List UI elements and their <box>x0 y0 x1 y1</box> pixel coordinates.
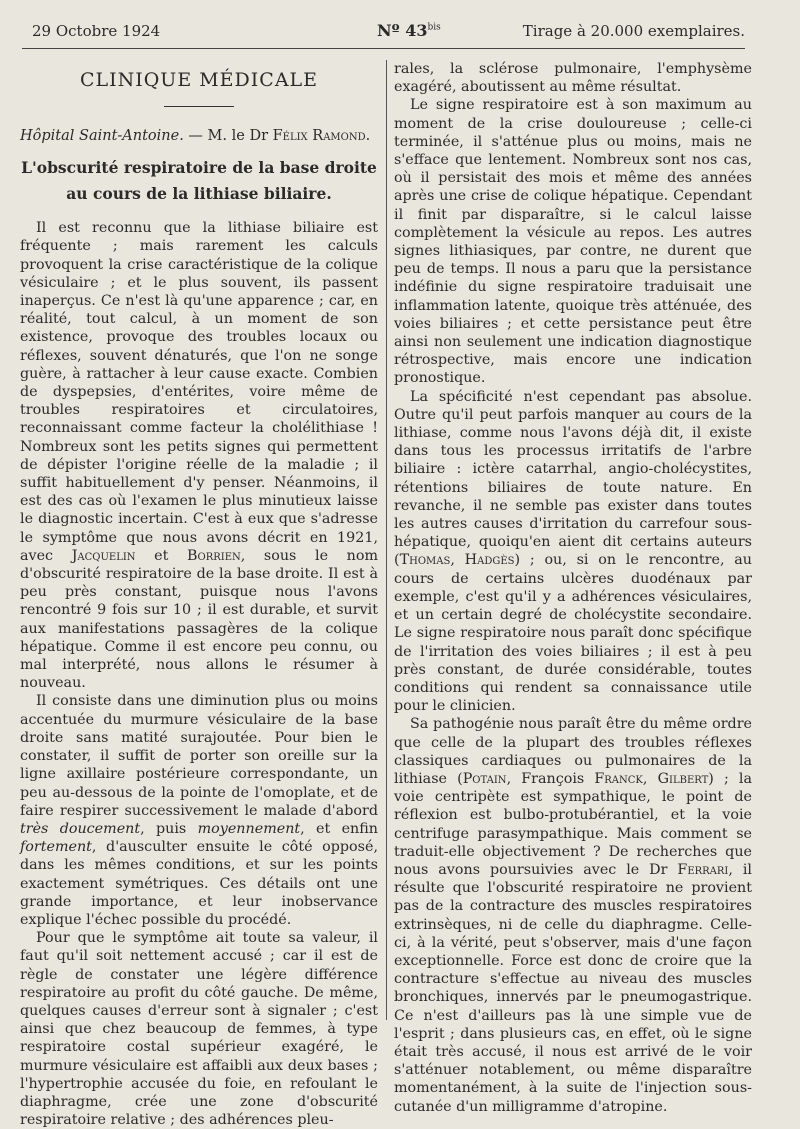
article-title-line-1: L'obscurité respiratoire de la base droite <box>21 158 377 178</box>
byline <box>20 127 378 145</box>
text-run: ) ; la voie centripète est sympathique, le point de réflexion est bulbo-protubérantiel, et la voie centrifuge parasympathique. Mais comment se traduit-elle objectivement ? De recherches que nous avons poursuivies avec le Dr <box>394 770 752 878</box>
page-header <box>22 18 745 49</box>
paragraph-1 <box>20 219 378 692</box>
paragraph-4: Le signe respiratoire est à son maximum au moment de la crise douloureuse ; celle-ci terminée, il s'atténue plus ou moins, mais ne s'efface que lentement. Nombreux sont nos cas, où il persistait des mois et même des années après une crise de colique hépatique. Cependant il finit par disparaître, si le calcul laisse complètement la vésicule au repos. Les autres signes lithiasiques, par contre, ne durent que peu de temps. Il nous a paru que la persistance indéfinie du signe respiratoire traduisait une inflammation latente, quoique très atténuée, des voies biliaires ; et cette persistance peut être ainsi non seulement une indication diagnostique rétrospective, mais encore une indication pronostique. <box>394 97 752 387</box>
author-ref: Ferrari <box>677 861 729 878</box>
section-title: CLINIQUE MÉDICALE <box>79 69 319 91</box>
author-ref: Hadgès <box>464 552 515 569</box>
text-run: , il résulte que l'obscurité respiratoire ne provient pas de la contracture des muscles respiratoires extrinsèques, ni de celle du diaphragme. Celle-ci, à la vérité, peut s'observer, mais d'une façon exceptionnelle. Force est donc de croire que la contracture s'effectue au niveau des muscles bronchiques, innervés par le pneumogastrique. Ce n'est d'ailleurs pas là une simple vue de l'esprit ; dans plusieurs cas, en effet, où le signe était très accusé, il nous est arrivé de le voir s'atténuer notablement, ou même disparaître momentanément, à la suite de l'injection sous-cutanée d'un milligramme d'atropine. <box>394 861 752 1115</box>
paragraph-3: Pour que le symptôme ait toute sa valeur, il faut qu'il soit nettement accusé ; car il est de règle de constater une légère différence respiratoire au profit du côté gauche. De même, quelques causes d'erreur sont à signaler ; c'est ainsi que chez beaucoup de femmes, à type respiratoire costal supérieur exagéré, le murmure vésiculaire est affaibli aux deux bases ; l'hypertrophie accusée du foie, en refoulant le diaphragme, crée une zone d'obscurité respiratoire relative ; des adhérences pleu- <box>20 930 378 1129</box>
issue-date: 29 Octobre 1924 <box>32 22 161 40</box>
text-run: Sa pathogénie nous paraît être du même ordre que celle de la plupart des troubles réflexes classiques cardiaques ou pulmonaires de la lithiase ( <box>394 716 752 787</box>
left-column <box>20 60 378 1129</box>
byline-separator: — M. le Dr <box>183 128 273 144</box>
text-run: , <box>450 552 465 569</box>
paragraph-continued: rales, la sclérose pulmonaire, l'emphysème exagéré, aboutissent au même résultat. <box>394 61 752 96</box>
emphasis: très doucement <box>20 820 141 837</box>
text-run: Il est reconnu que la lithiase biliaire est fréquente ; mais rarement les calculs provoquent la crise caractéristique de la colique vésiculaire ; et le plus souvent, ils passent inaperçus. Ce n'est là qu'une apparence ; car, en réalité, tout calcul, à un moment de son existence, provoque des troubles locaux ou réflexes, souvent dénaturés, que l'on ne songe guère, à rattacher à leur cause exacte. Combien de dyspepsies, d'entérites, voire même de troubles respiratoires et circulatoires, reconnaissant comme facteur la cholélithiase ! Nombreux sont les petits signes qui permettent de dépister l'origine réelle de la maladie ; il suffit habituellement d'y penser. Néanmoins, il est des cas où l'examen le plus minutieux laisse le diagnostic incertain. C'est à eux que s'adresse le symptôme que nous avons décrit en 1921, avec <box>20 220 378 564</box>
author-ref: Jacquelin <box>71 547 136 564</box>
text-run: , puis <box>140 820 198 837</box>
text-run: Il consiste dans une diminution plus ou moins accentuée du murmure vésiculaire de la base droite sans matité surajoutée. Pour bien le constater, il suffit de porter son oreille sur la ligne axillaire postérieure correspondante, un peu au-dessous de la pointe de l'omoplate, et de faire respirer successivement le malade d'abord <box>20 693 378 819</box>
emphasis: fortement <box>20 839 92 856</box>
text-run: , <box>642 770 658 787</box>
author-ref: Thomas <box>399 552 451 569</box>
paragraph-2 <box>20 692 378 929</box>
text-run: , François <box>506 770 595 787</box>
text-run: ) ; ou, si on le rencontre, au cours de certains ulcères duodénaux par exemple, c'est qu'il y a adhérences vésiculaires, et un certain degré de cholécystite secondaire. Le signe respiratoire nous paraît donc spécifique de l'irritation des voies biliaires ; il est à peu près constant, de durée considérable, toutes conditions qui rendent sa connaissance utile pour le clinicien. <box>394 552 753 715</box>
column-rule <box>386 60 387 1020</box>
paragraph-5 <box>394 388 752 716</box>
issue-number <box>377 21 441 40</box>
author-name: Félix Ramond. <box>272 128 371 144</box>
issue-number-main: Nº 43 <box>377 21 428 40</box>
article-title-line-2: au cours de la lithiase biliaire. <box>66 184 332 204</box>
print-run: Tirage à 20.000 exemplaires. <box>522 22 745 40</box>
hospital-name: Hôpital Saint-Antoine. <box>20 128 184 144</box>
title-divider <box>164 106 234 107</box>
text-run: , sous le nom d'obscurité respiratoire de la base droite. Il est à peu près constant, puisque nous l'avons rencontré 9 fois sur 10 ; il est durable, et survit aux manifestations passagères de la colique hépatique. Comme il est encore peu connu, ou mal interprété, nous allons le résumer à nouveau. <box>20 547 379 692</box>
text-run: et <box>135 547 187 564</box>
author-ref: Potain <box>462 770 507 787</box>
issue-number-suffix: bis <box>427 22 441 33</box>
emphasis: moyennement <box>197 820 301 837</box>
right-column <box>394 60 752 1116</box>
author-ref: Gilbert <box>657 770 709 787</box>
paragraph-6 <box>394 715 752 1115</box>
author-ref: Borrien <box>186 547 241 564</box>
text-run: , d'ausculter ensuite le côté opposé, dans les mêmes conditions, et sur les points exactement symétriques. Ces détails ont une grande importance, et leur inobservance explique l'échec possible du procédé. <box>20 839 378 928</box>
article-title <box>20 155 378 207</box>
author-ref: Franck <box>594 770 643 787</box>
text-run: La spécificité n'est cependant pas absolue. Outre qu'il peut parfois manquer au cours de la lithiase, comme nous l'avons déjà dit, il existe dans tous les processus irritatifs de l'arbre biliaire : ictère catarrhal, angio-cholécystites, rétentions biliaires de toute nature. En revanche, il ne semble pas exister dans toutes les autres causes d'irritation du carrefour sous-hépatique, quoiqu'en aient dit certains auteurs ( <box>394 388 752 569</box>
text-run: , et enfin <box>300 820 378 837</box>
